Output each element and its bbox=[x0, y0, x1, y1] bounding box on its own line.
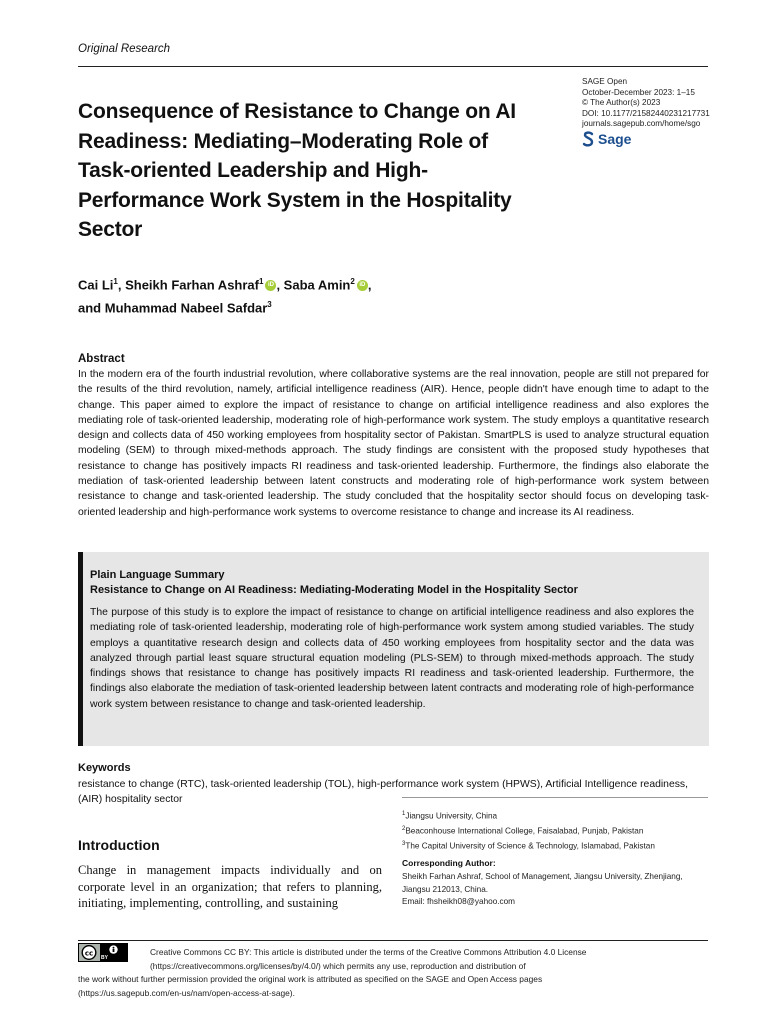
author-separator: , bbox=[276, 277, 284, 293]
author-name[interactable]: Sheikh Farhan Ashraf bbox=[125, 277, 259, 293]
footer-divider bbox=[78, 940, 708, 941]
affiliation-number: 3 bbox=[402, 841, 406, 848]
header-divider bbox=[78, 66, 708, 67]
corresponding-author-heading: Corresponding Author: bbox=[402, 858, 496, 868]
introduction-heading: Introduction bbox=[78, 837, 160, 853]
corresponding-author-address: Jiangsu 212013, China. bbox=[402, 884, 489, 894]
license-line: the work without further permission provided the original work is attributed as specified on the SAGE and Open Access pages bbox=[78, 974, 543, 984]
author-list bbox=[78, 272, 528, 319]
plain-language-summary-text: The purpose of this study is to explore the impact of resistance to change on artificial intelligence readiness and also explores the mediating role of task-oriented leadership, moderating role of high-performance work system among studied variables. The study employs a quantitative research design and collects data of 450 working employees from hospitality sector and the data was analyzed through partial least square structural equation modeling (PLS-SEM) to through mixed-methods approach. The study findings shows that resistance to change has positively impacts RI readiness and task-oriented leadership. Furthermore, the findings also elaborate the mediation of task-oriented leadership between latent contracts and moderating role of high-performance work system between resistance to change and task-oriented leadership. bbox=[90, 607, 694, 710]
abstract-text: In the modern era of the fourth industrial revolution, where collaborative systems are the real innovation, people are still not prepared for the results of the third revolution, namely, artificial intelligence readiness (AIR). Hence, people didn't have enough time to adapt to the change. This paper aimed to explore the impact of resistance to change on artificial intelligence readiness and also explores the mediating role of task-oriented leadership, moderating role of high-performance work system. The study employs a quantitative research design and collects data of 450 working employees from hospitality sector of Pakistan. SmartPLS is used to analyze structural equation modeling (SEM) to through mixed-methods approach. The study findings are consistent with the proposed study hypotheses that resistance to change has positively impacts RI readiness and task-oriented leadership. Furthermore, the findings also elaborate the mediation of task-oriented leadership between latent constructs and moderating role of high-performance work system between resistance to change and task-oriented leadership. The study concluded that the hospitality sector should focus on developing task-oriented leadership and high-performance work systems to overcome resistance to change and increase its AI readiness. bbox=[78, 369, 709, 518]
sage-s-icon bbox=[582, 131, 594, 147]
license-line: Creative Commons CC BY: This article is distributed under the terms of the Creative Commons Attribution 4.0 License bbox=[150, 947, 587, 957]
affiliation-text: Beaconhouse International College, Faisalabad, Punjab, Pakistan bbox=[405, 826, 644, 836]
issue-info: October-December 2023: 1–15 bbox=[582, 87, 695, 97]
affiliations bbox=[402, 808, 712, 854]
affiliations-divider bbox=[402, 797, 708, 798]
svg-text:cc: cc bbox=[84, 949, 94, 958]
sage-logo[interactable] bbox=[582, 131, 631, 147]
copyright: © The Author(s) 2023 bbox=[582, 98, 661, 107]
cc-by-label: BY bbox=[101, 955, 108, 961]
author-name[interactable]: Saba Amin bbox=[283, 277, 351, 293]
affiliation-text: Jiangsu University, China bbox=[405, 811, 498, 821]
sage-logo-text: Sage bbox=[598, 131, 632, 147]
orcid-icon[interactable]: iD bbox=[265, 280, 276, 291]
affiliation-marker: 1 bbox=[113, 277, 118, 286]
corresponding-author-email[interactable]: Email: fhsheikh08@yahoo.com bbox=[402, 897, 515, 906]
affiliation-item bbox=[402, 823, 712, 838]
affiliation-marker: 3 bbox=[267, 300, 272, 310]
plain-language-summary-heading: Plain Language Summary bbox=[90, 569, 225, 581]
plain-language-summary-header bbox=[90, 568, 578, 598]
author-name[interactable]: Cai Li bbox=[78, 277, 114, 293]
affiliation-item bbox=[402, 808, 712, 823]
license-text bbox=[78, 946, 708, 1000]
affiliation-number: 2 bbox=[402, 826, 406, 833]
journal-url[interactable]: journals.sagepub.com/home/sgo bbox=[582, 119, 701, 128]
keywords-text: resistance to change (RTC), task-oriented leadership (TOL), high-performance work system (HPWS), Artificial Intelligence readiness, (AIR) hospitality sector bbox=[78, 779, 689, 806]
license-link[interactable]: (https://us.sagepub.com/en-us/nam/open-access-at-sage). bbox=[78, 987, 295, 998]
keywords-heading: Keywords bbox=[78, 762, 131, 774]
affiliation-number: 1 bbox=[402, 811, 406, 817]
affiliation-text: The Capital University of Science & Technology, Islamabad, Pakistan bbox=[405, 842, 655, 852]
license-link[interactable]: (https://creativecommons.org/licenses/by/4.0/) which permits any use, reproduction and distribution of bbox=[150, 960, 526, 971]
abstract-heading: Abstract bbox=[78, 353, 125, 365]
author-separator: , bbox=[117, 277, 126, 293]
author-conjunction: and bbox=[78, 300, 102, 316]
doi-link[interactable]: DOI: 10.1177/21582440231217731 bbox=[582, 108, 710, 118]
affiliation-item bbox=[402, 838, 712, 853]
affiliation-marker: 1 bbox=[258, 277, 264, 286]
publication-info bbox=[582, 77, 710, 130]
section-label: Original Research bbox=[78, 43, 171, 55]
author-name[interactable]: Muhammad Nabeel Safdar bbox=[104, 300, 268, 316]
orcid-icon[interactable]: iD bbox=[357, 280, 368, 291]
plain-language-summary-subtitle: Resistance to Change on AI Readiness: Mediating-Moderating Model in the Hospitality Sector bbox=[90, 584, 578, 596]
corresponding-author-line: Sheikh Farhan Ashraf, School of Management, Jiangsu University, Zhenjiang, bbox=[402, 872, 683, 881]
introduction-text: Change in management impacts individually and on corporate level in an organization; that refers to planning, initiating, implementing, controlling, and sustaining bbox=[78, 863, 382, 910]
article-title: Consequence of Resistance to Change on AI Readiness: Mediating–Moderating Role of Task-oriented Leadership and High-Performance Work System in the Hospitality Sector bbox=[78, 100, 516, 241]
author-separator: , bbox=[367, 277, 372, 293]
affiliation-marker: 2 bbox=[350, 277, 355, 286]
journal-name: SAGE Open bbox=[582, 77, 628, 86]
corresponding-author-details bbox=[402, 871, 712, 909]
